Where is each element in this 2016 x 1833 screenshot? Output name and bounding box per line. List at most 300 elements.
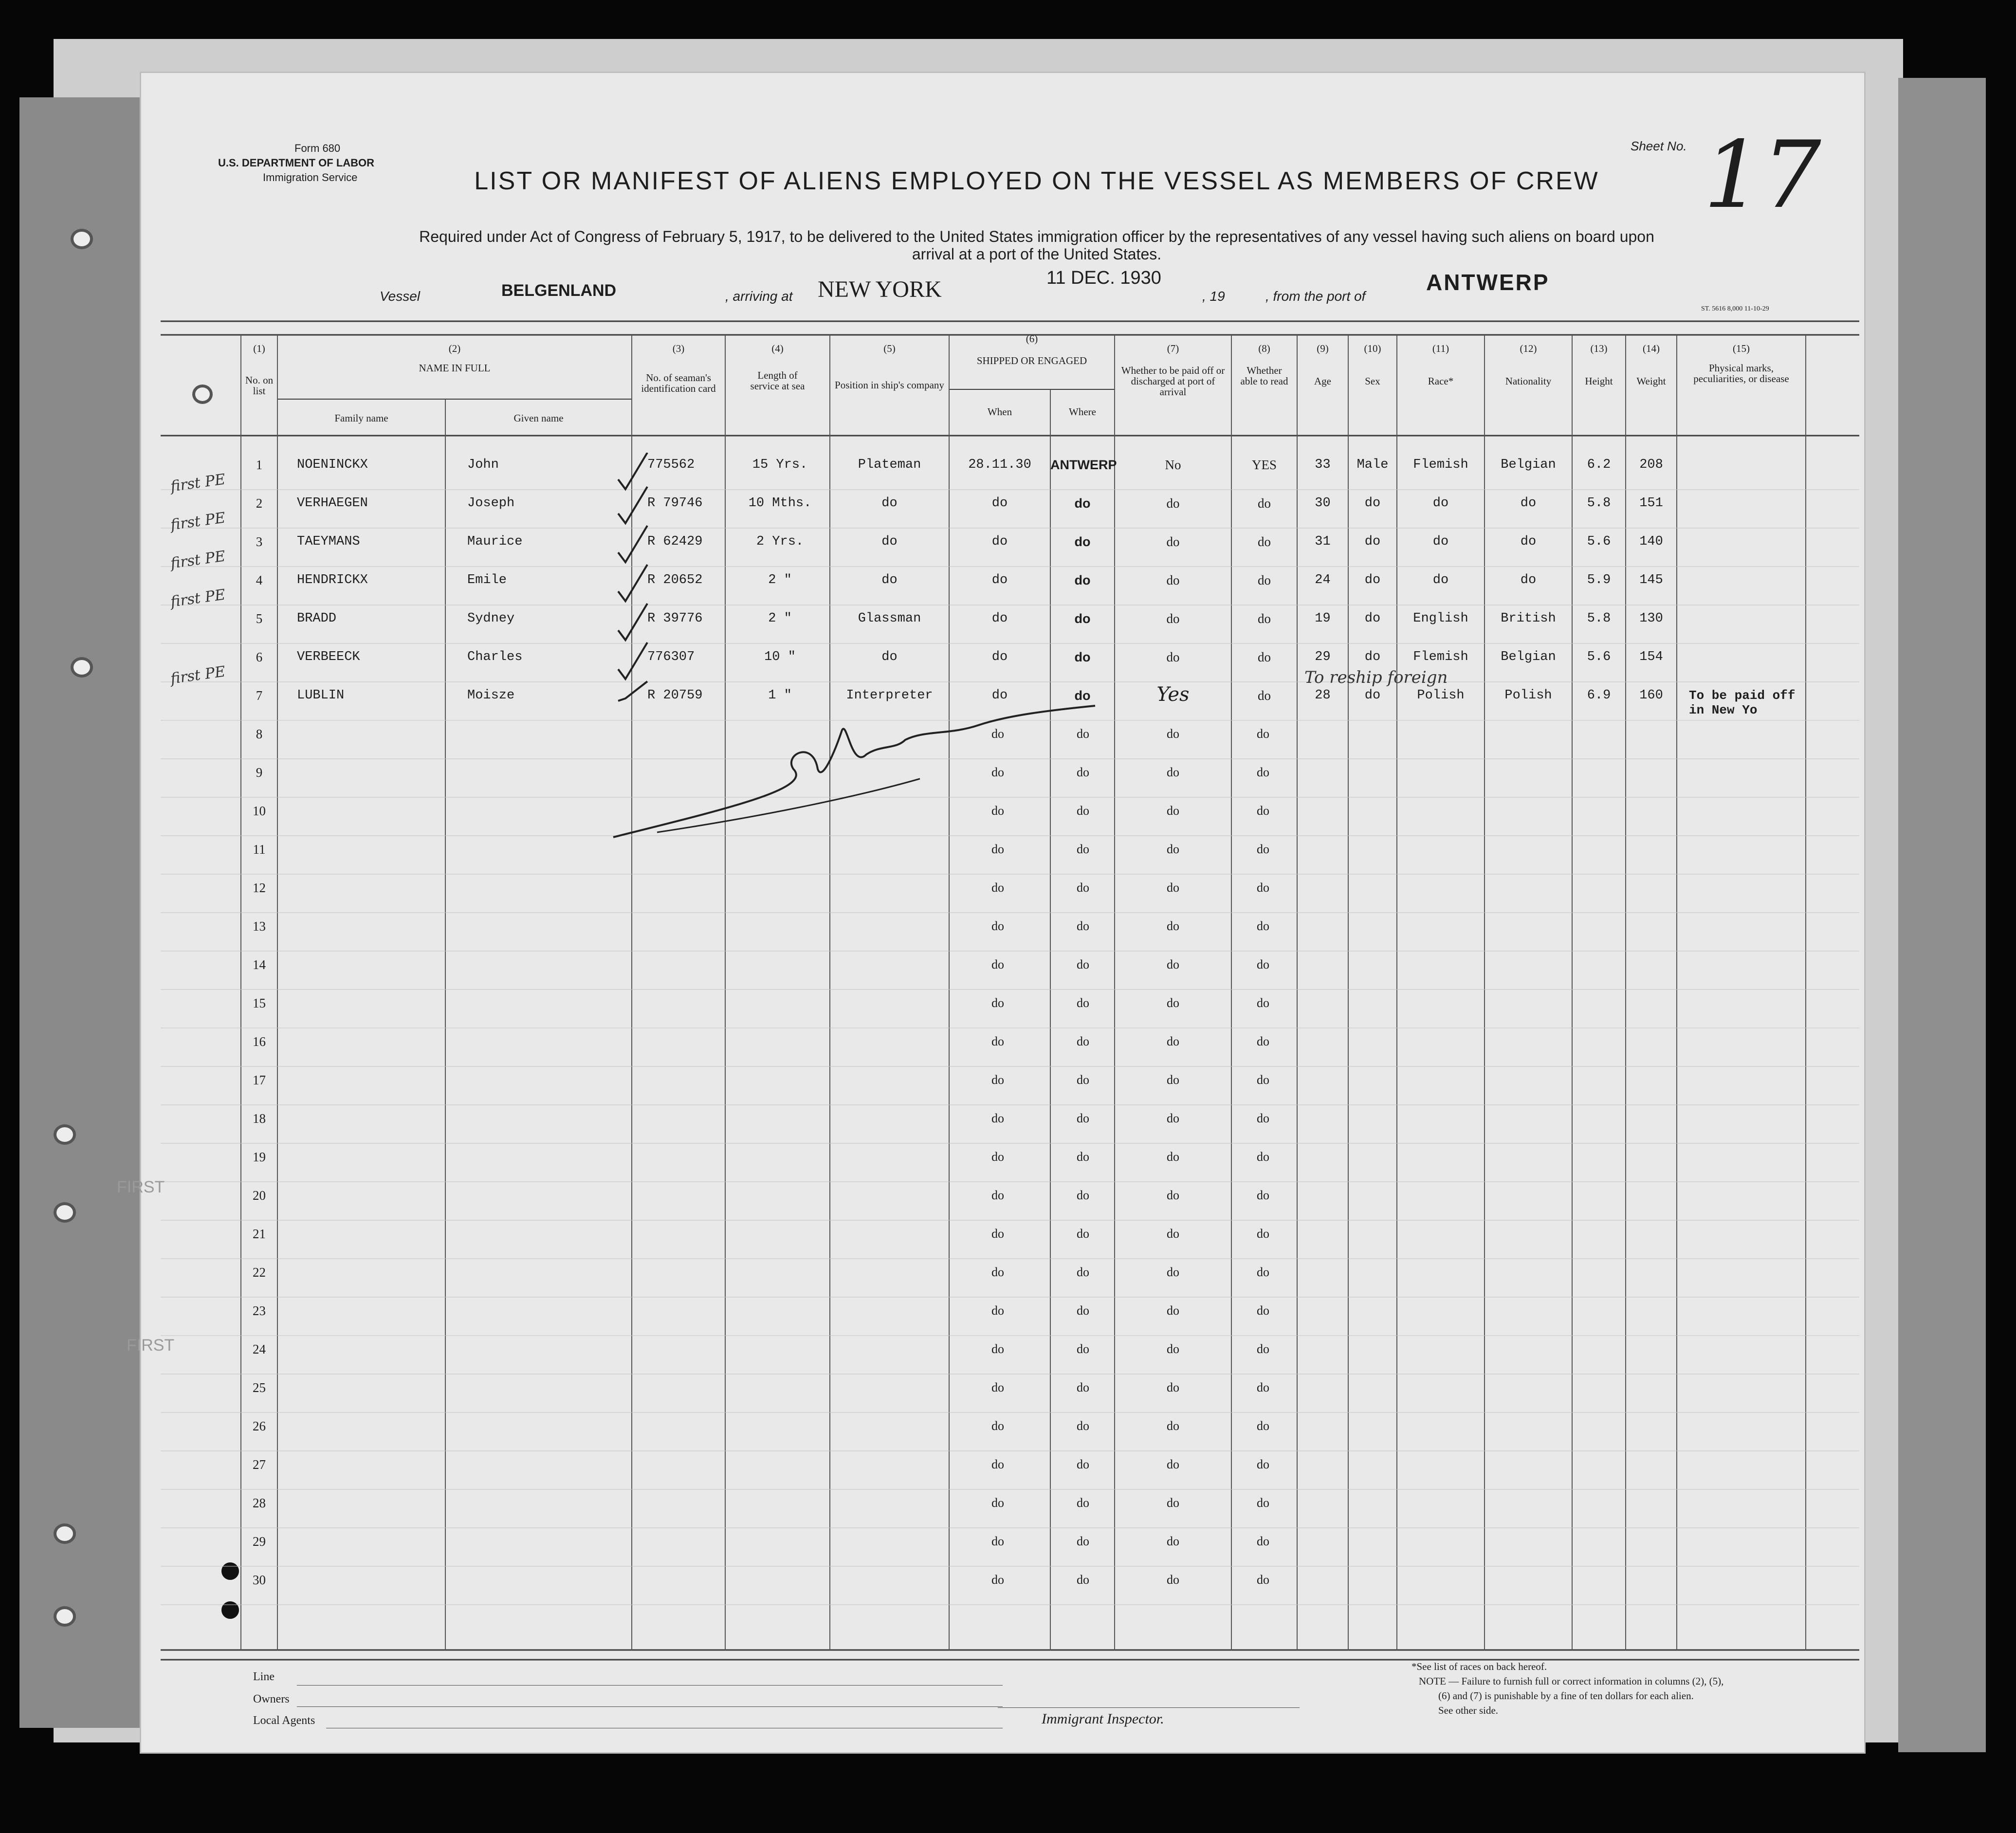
ditto-mark: do [1077, 1457, 1089, 1471]
cell-sex: do [1364, 573, 1381, 587]
cell-when: do [991, 611, 1008, 626]
cell-height: 5.8 [1587, 496, 1611, 511]
col3-header: No. of seaman's identification card [641, 372, 716, 394]
col6-when-header: When [987, 406, 1012, 418]
ditto-mark: do [991, 727, 1004, 741]
cell-no: 4 [256, 573, 263, 587]
cell-given: Sydney [467, 611, 515, 626]
penalty-note-3: See other side. [1438, 1705, 1499, 1716]
ditto-mark: do [1167, 1034, 1179, 1048]
ditto-mark: do [1167, 765, 1179, 779]
cell-card: 776307 [647, 650, 695, 664]
departure-port: ANTWERP [1426, 270, 1550, 295]
cell-paid-off: do [1166, 611, 1180, 626]
cell-position: do [881, 534, 898, 549]
cell-sex: do [1364, 496, 1381, 511]
cell-weight: 145 [1639, 573, 1663, 587]
sheet-number: 17 [1704, 121, 1821, 229]
cell-age: 19 [1315, 611, 1331, 626]
ditto-mark: do [991, 1111, 1004, 1125]
subtitle-line-1: Required under Act of Congress of February 5, 1917, to be delivered to the United States immigration officer by the representatives of any vessel having such aliens on board upon [419, 228, 1654, 245]
cell-when: 28.11.30 [968, 458, 1031, 472]
ditto-mark: do [1077, 919, 1089, 933]
col9-number: (9) [1317, 343, 1329, 354]
col6-where-header: Where [1069, 406, 1096, 418]
ditto-mark: do [1077, 1188, 1089, 1202]
ditto-mark: do [991, 804, 1004, 818]
cell-no: 15 [253, 996, 266, 1010]
cell-sex: do [1364, 650, 1381, 664]
cell-no: 27 [253, 1457, 266, 1472]
cell-no: 14 [253, 957, 266, 972]
ditto-mark: do [991, 880, 1004, 895]
cell-race: Flemish [1413, 650, 1468, 664]
cell-where: do [1074, 573, 1091, 587]
ditto-mark: do [1257, 1496, 1269, 1510]
cell-no: 21 [253, 1227, 266, 1241]
ditto-mark: do [1257, 1265, 1269, 1279]
cell-nationality: British [1501, 611, 1556, 626]
cell-sex: do [1364, 611, 1381, 626]
col14-number: (14) [1643, 343, 1660, 354]
cell-no: 25 [253, 1380, 266, 1395]
cell-when: do [991, 688, 1008, 703]
margin-note: first PE [169, 548, 227, 572]
col7-number: (7) [1167, 343, 1179, 354]
first-stamp: FIRST [117, 1178, 165, 1196]
cell-card: R 39776 [647, 611, 703, 626]
col12-header: Nationality [1505, 375, 1552, 387]
cell-position: Plateman [858, 458, 921, 472]
ditto-mark: do [991, 1457, 1004, 1471]
cell-height: 5.8 [1587, 611, 1611, 626]
cell-race: Polish [1417, 688, 1465, 703]
ditto-mark: do [991, 919, 1004, 933]
cell-card: 775562 [647, 458, 695, 472]
cell-age: 30 [1315, 496, 1331, 511]
ditto-mark: do [991, 1303, 1004, 1318]
col8-header: Whether able to read [1240, 365, 1288, 387]
ditto-mark: do [1167, 1419, 1179, 1433]
ditto-mark: do [1167, 996, 1179, 1010]
ditto-mark: do [1077, 1419, 1089, 1433]
ditto-mark: do [1077, 842, 1089, 856]
ditto-mark: do [1167, 842, 1179, 856]
col15-header: Physical marks, peculiarities, or disease [1693, 362, 1789, 385]
cell-when: do [991, 573, 1008, 587]
ditto-mark: do [1167, 1573, 1179, 1587]
ditto-mark: do [1167, 880, 1179, 895]
ditto-mark: do [1167, 1303, 1179, 1318]
cell-position: Interpreter [846, 688, 933, 703]
col1-number: (1) [253, 343, 265, 354]
cell-family: TAEYMANS [297, 534, 360, 549]
cell-sex: Male [1356, 458, 1389, 472]
cell-race: do [1432, 534, 1449, 549]
cell-no: 2 [256, 496, 263, 511]
cell-nationality: do [1520, 534, 1537, 549]
ditto-mark: do [1257, 957, 1269, 971]
cell-where: do [1074, 496, 1091, 511]
cell-where: do [1074, 650, 1091, 664]
cell-family: BRADD [297, 611, 337, 626]
ditto-mark: do [991, 1073, 1004, 1087]
ditto-mark: do [991, 1150, 1004, 1164]
cell-no: 7 [256, 688, 263, 703]
col6-number: (6) [1026, 333, 1038, 345]
col13-number: (13) [1590, 343, 1608, 354]
ditto-mark: do [991, 1188, 1004, 1202]
ditto-mark: do [1167, 1227, 1179, 1241]
cell-nationality: Belgian [1501, 650, 1556, 664]
cell-weight: 130 [1639, 611, 1663, 626]
cell-no: 1 [256, 458, 263, 472]
cell-read: do [1258, 573, 1271, 587]
service-name: Immigration Service [263, 171, 358, 183]
cell-no: 8 [256, 727, 263, 741]
ditto-mark: do [991, 1342, 1004, 1356]
races-note: *See list of races on back hereof. [1411, 1661, 1547, 1672]
ditto-mark: do [991, 1380, 1004, 1394]
cell-card: R 79746 [647, 496, 703, 511]
form-number: Form 680 [294, 142, 341, 154]
cell-paid-off: do [1166, 650, 1180, 664]
ditto-mark: do [991, 842, 1004, 856]
cell-no: 18 [253, 1111, 266, 1126]
ditto-mark: do [1167, 804, 1179, 818]
print-code: ST. 5616 8,000 11-10-29 [1701, 305, 1769, 312]
cell-nationality: Belgian [1501, 458, 1556, 472]
col10-header: Sex [1365, 375, 1380, 387]
ditto-mark: do [1167, 1265, 1179, 1279]
ditto-mark: do [1257, 1457, 1269, 1471]
col4-header: Length of service at sea [750, 369, 805, 392]
ditto-mark: do [991, 1573, 1004, 1587]
col2-header: NAME IN FULL [419, 362, 491, 374]
ditto-mark: do [1257, 919, 1269, 933]
inspector-field [998, 1707, 1300, 1708]
line-field [297, 1685, 1003, 1686]
cell-race: English [1413, 611, 1468, 626]
cell-where: do [1074, 688, 1091, 703]
cell-no: 24 [253, 1342, 266, 1356]
col15-number: (15) [1733, 343, 1750, 354]
ditto-mark: do [991, 1265, 1004, 1279]
col6-header: SHIPPED OR ENGAGED [976, 355, 1087, 367]
ditto-mark: do [1077, 1380, 1089, 1394]
cell-paid-off: do [1166, 534, 1180, 549]
cell-age: 33 [1315, 458, 1331, 472]
arrival-port: NEW YORK [818, 276, 942, 302]
cell-no: 11 [253, 842, 266, 857]
cell-read: do [1258, 688, 1271, 703]
year-label: , 19 [1202, 289, 1225, 304]
ditto-mark: do [1257, 1188, 1269, 1202]
signature [608, 701, 1105, 857]
ditto-mark: do [1077, 1150, 1089, 1164]
ditto-mark: do [1077, 1265, 1089, 1279]
col3-number: (3) [672, 343, 685, 354]
col11-header: Race* [1428, 375, 1454, 387]
ditto-mark: do [1257, 1419, 1269, 1433]
cell-position: Glassman [858, 611, 921, 626]
cell-read: do [1258, 496, 1271, 511]
cell-race: do [1432, 496, 1449, 511]
ditto-mark: do [1257, 1073, 1269, 1087]
ditto-mark: do [1077, 1534, 1089, 1548]
cell-card: R 20652 [647, 573, 703, 587]
ditto-mark: do [1077, 1303, 1089, 1318]
ditto-mark: do [1257, 880, 1269, 895]
cell-age: 31 [1315, 534, 1331, 549]
ditto-mark: do [1167, 1188, 1179, 1202]
cell-no: 22 [253, 1265, 266, 1280]
ditto-mark: do [1077, 1496, 1089, 1510]
cell-no: 6 [256, 650, 263, 664]
cell-position: do [881, 650, 898, 664]
ditto-mark: do [1167, 727, 1179, 741]
arrival-date: 11 DEC. 1930 [1046, 268, 1161, 288]
cell-age: 28 [1315, 688, 1331, 703]
cell-read: do [1258, 534, 1271, 549]
cell-no: 10 [253, 804, 266, 818]
cell-no: 5 [256, 611, 263, 626]
cell-race: do [1432, 573, 1449, 587]
cell-where: do [1074, 534, 1091, 549]
cell-age: 29 [1315, 650, 1331, 664]
cell-service: 2 " [768, 611, 792, 626]
ditto-mark: do [1167, 1534, 1179, 1548]
cell-weight: 208 [1639, 458, 1663, 472]
subtitle-line-2: arrival at a port of the United States. [912, 245, 1162, 263]
margin-note: first PE [169, 509, 227, 534]
col12-number: (12) [1520, 343, 1537, 354]
cell-paid-off: do [1166, 573, 1180, 587]
ditto-mark: do [1077, 957, 1089, 971]
cell-position: do [881, 573, 898, 587]
cell-family: VERHAEGEN [297, 496, 368, 511]
cell-given: Maurice [467, 534, 523, 549]
col4-number: (4) [771, 343, 784, 354]
ditto-mark: do [991, 1227, 1004, 1241]
col1-header: No. on list [245, 374, 274, 397]
cell-race: Flemish [1413, 458, 1468, 472]
ditto-mark: do [1257, 1111, 1269, 1125]
ditto-mark: do [1257, 765, 1269, 779]
ditto-mark: do [1257, 1034, 1269, 1048]
local-agents-label: Local Agents [253, 1714, 315, 1727]
cell-no: 16 [253, 1034, 266, 1049]
ditto-mark: do [991, 957, 1004, 971]
sheet-number-label: Sheet No. [1631, 139, 1687, 153]
cell-read: do [1258, 650, 1271, 664]
cell-given: John [467, 458, 499, 472]
col9-header: Age [1314, 375, 1331, 387]
cell-no: 9 [256, 765, 263, 780]
ditto-mark: do [1167, 1111, 1179, 1125]
cell-age: 24 [1315, 573, 1331, 587]
ditto-mark: do [1257, 1342, 1269, 1356]
cell-paid-off: do [1166, 496, 1180, 511]
ditto-mark: do [1077, 1342, 1089, 1356]
cell-when: do [991, 496, 1008, 511]
cell-weight: 151 [1639, 496, 1663, 511]
ditto-mark: do [1077, 804, 1089, 818]
page-title: LIST OR MANIFEST OF ALIENS EMPLOYED ON THE VESSEL AS MEMBERS OF CREW [474, 167, 1599, 195]
cell-read: do [1258, 611, 1271, 626]
margin-note: first PE [169, 663, 227, 688]
cell-family: NOENINCKX [297, 458, 368, 472]
ditto-mark: do [1077, 765, 1089, 779]
ditto-mark: do [1167, 1457, 1179, 1471]
col14-header: Weight [1636, 375, 1666, 387]
ditto-mark: do [991, 996, 1004, 1010]
col5-number: (5) [883, 343, 896, 354]
penalty-note-2: (6) and (7) is punishable by a fine of ten dollars for each alien. [1438, 1690, 1694, 1702]
cell-no: 29 [253, 1534, 266, 1549]
ditto-mark: do [991, 765, 1004, 779]
ditto-mark: do [1257, 1303, 1269, 1318]
cell-no: 13 [253, 919, 266, 934]
cell-given: Emile [467, 573, 507, 587]
cell-when: do [991, 534, 1008, 549]
from-port-label: , from the port of [1265, 289, 1366, 304]
department-name: U.S. DEPARTMENT OF LABOR [218, 157, 375, 169]
ditto-mark: do [1257, 1150, 1269, 1164]
cell-read: YES [1251, 458, 1277, 472]
ditto-mark: do [1077, 1111, 1089, 1125]
ditto-mark: do [1167, 919, 1179, 933]
margin-note: first PE [169, 586, 227, 611]
margin-note: first PE [169, 471, 227, 495]
cell-given: Moisze [467, 688, 515, 703]
ditto-mark: do [1257, 1227, 1269, 1241]
cell-where: do [1074, 611, 1091, 626]
cell-service: 15 Yrs. [752, 458, 808, 472]
cell-when: do [991, 650, 1008, 664]
ditto-mark: do [1257, 1380, 1269, 1394]
ditto-mark: do [1077, 1227, 1089, 1241]
cell-height: 5.9 [1587, 573, 1611, 587]
col2-given-header: Given name [513, 412, 564, 424]
cell-height: 5.6 [1587, 650, 1611, 664]
col10-number: (10) [1364, 343, 1381, 354]
col8-number: (8) [1258, 343, 1270, 354]
ditto-mark: do [1077, 880, 1089, 895]
first-stamp: FIRST [127, 1336, 175, 1355]
cell-family: VERBEECK [297, 650, 360, 664]
penalty-note-1: NOTE — Failure to furnish full or correct information in columns (2), (5), [1419, 1675, 1724, 1687]
check-marks [608, 453, 667, 706]
owners-label: Owners [253, 1693, 290, 1705]
cell-paid-off: No [1165, 458, 1181, 472]
cell-card: R 20759 [647, 688, 703, 703]
ditto-mark: do [1167, 957, 1179, 971]
ditto-mark: do [1077, 996, 1089, 1010]
ditto-mark: do [1167, 1150, 1179, 1164]
ditto-mark: do [1167, 1342, 1179, 1356]
ditto-mark: do [1257, 996, 1269, 1010]
cell-service: 2 Yrs. [756, 534, 804, 549]
cell-service: 10 Mths. [748, 496, 812, 511]
cell-no: 3 [256, 534, 263, 549]
cell-where: ANTWERP [1050, 458, 1117, 472]
ditto-mark: do [1257, 1534, 1269, 1548]
col2-family-header: Family name [334, 412, 388, 424]
cell-given: Charles [467, 650, 523, 664]
ditto-mark: do [1257, 1573, 1269, 1587]
ditto-mark: do [1077, 727, 1089, 741]
cell-no: 23 [253, 1303, 266, 1318]
cell-card: R 62429 [647, 534, 703, 549]
tranship-note: To reship foreign [1304, 668, 1448, 687]
cell-no: 20 [253, 1188, 266, 1203]
vessel-label: Vessel [380, 289, 421, 304]
line-label: Line [253, 1670, 275, 1683]
cell-no: 30 [253, 1573, 266, 1587]
cell-sex: do [1364, 688, 1381, 703]
ditto-mark: do [1167, 1496, 1179, 1510]
ditto-mark: do [1257, 804, 1269, 818]
cell-service: 10 " [764, 650, 796, 664]
cell-height: 6.2 [1587, 458, 1611, 472]
ditto-mark: do [991, 1534, 1004, 1548]
cell-no: 17 [253, 1073, 266, 1087]
arriving-label: , arriving at [725, 289, 793, 304]
cell-given: Joseph [467, 496, 515, 511]
cell-service: 2 " [768, 573, 792, 587]
cell-no: 28 [253, 1496, 266, 1510]
cell-weight: 160 [1639, 688, 1663, 703]
ditto-mark: do [1167, 1073, 1179, 1087]
cell-nationality: do [1520, 496, 1537, 511]
cell-remarks: To be paid off in New Yo [1689, 688, 1796, 717]
col5-header: Position in ship's company [835, 379, 944, 391]
cell-nationality: do [1520, 573, 1537, 587]
cell-family: LUBLIN [297, 688, 345, 703]
cell-no: 26 [253, 1419, 266, 1433]
ditto-mark: do [1257, 727, 1269, 741]
cell-height: 6.9 [1587, 688, 1611, 703]
ditto-mark: do [1077, 1034, 1089, 1048]
cell-nationality: Polish [1504, 688, 1552, 703]
cell-family: HENDRICKX [297, 573, 368, 587]
ditto-mark: do [1077, 1073, 1089, 1087]
inspector-label: Immigrant Inspector. [1042, 1711, 1164, 1727]
col11-number: (11) [1432, 343, 1449, 354]
ditto-mark: do [991, 1034, 1004, 1048]
col2-number: (2) [448, 343, 461, 354]
ditto-mark: do [1077, 1573, 1089, 1587]
ditto-mark: do [1257, 842, 1269, 856]
cell-no: 12 [253, 880, 266, 895]
cell-service: 1 " [768, 688, 792, 703]
ditto-mark: do [991, 1419, 1004, 1433]
col13-header: Height [1585, 375, 1613, 387]
cell-no: 19 [253, 1150, 266, 1164]
vessel-name: BELGENLAND [501, 281, 617, 300]
ditto-mark: do [1167, 1380, 1179, 1394]
cell-position: do [881, 496, 898, 511]
cell-paid-off: Yes [1156, 683, 1190, 706]
cell-height: 5.6 [1587, 534, 1611, 549]
col7-header: Whether to be paid off or discharged at port of arrival [1121, 365, 1225, 398]
owners-field [297, 1706, 1003, 1707]
cell-weight: 154 [1639, 650, 1663, 664]
cell-weight: 140 [1639, 534, 1663, 549]
cell-sex: do [1364, 534, 1381, 549]
ditto-mark: do [991, 1496, 1004, 1510]
